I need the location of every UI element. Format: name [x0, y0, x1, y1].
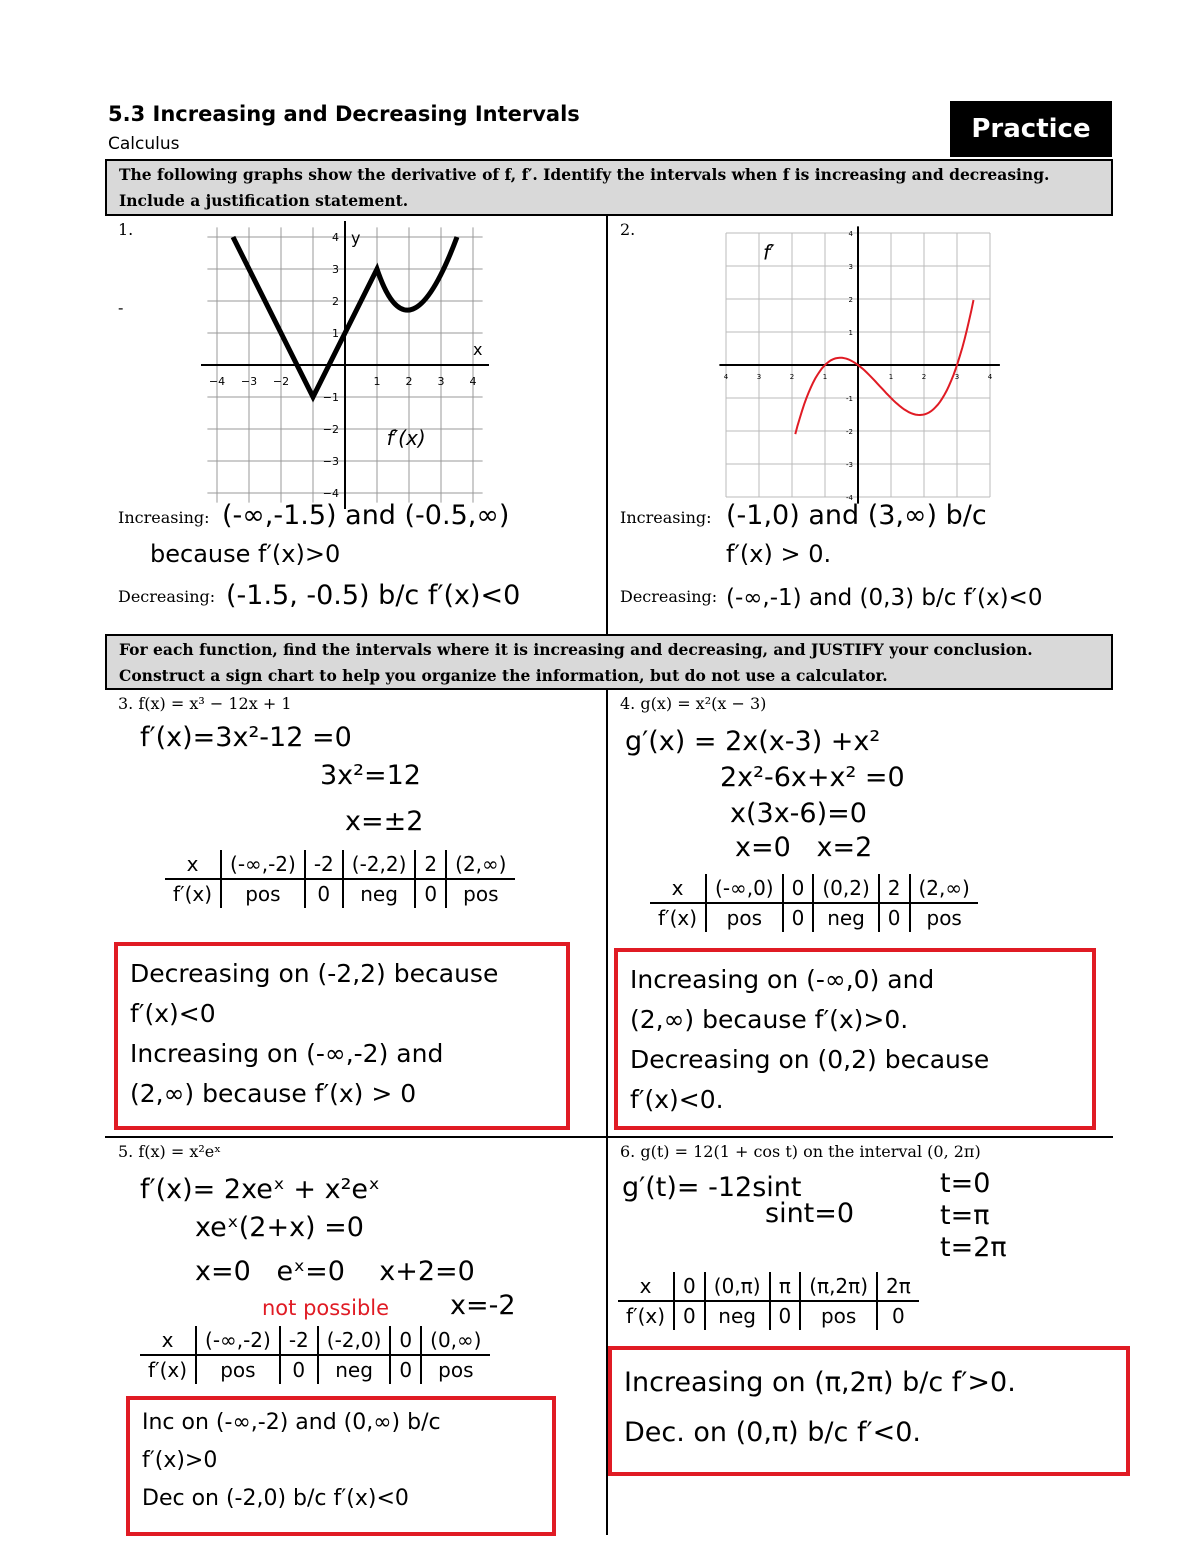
problem5-sign-chart [140, 1326, 490, 1384]
x-tick-label: −4 [208, 375, 226, 388]
y-tick-label: 2 [332, 295, 339, 308]
x-tick-label: 1 [373, 375, 381, 388]
answer-line: Dec. on (0,π) b/c f′<0. [624, 1417, 921, 1448]
problem5-work-1: f′(x)= 2xeˣ + x²eˣ [140, 1174, 380, 1205]
graph1-increasing-reason: because f′(x)>0 [150, 540, 341, 568]
problem6-answer-box [608, 1346, 1130, 1476]
column-divider [606, 216, 608, 634]
chart-cell: pos [800, 1301, 877, 1330]
y-tick-label: -1 [846, 395, 853, 403]
chart-cell: (2,∞) [910, 874, 978, 903]
chart-cell: pos [421, 1355, 489, 1384]
chart-cell: pos [221, 879, 305, 908]
answer-line: (2,∞) because f′(x)>0. [630, 1005, 909, 1034]
problem5-label: 5. f(x) = x²eˣ [118, 1142, 222, 1161]
chart-cell: f′(x) [658, 906, 698, 930]
chart-cell: pos [910, 903, 978, 932]
y-tick-label: 2 [848, 296, 853, 304]
y-tick-label: -4 [846, 494, 853, 502]
answer-line: Decreasing on (-2,2) because [130, 959, 499, 988]
problem6-work-2: sint=0 [765, 1198, 855, 1229]
problem6-work-1: g′(t)= -12sint [622, 1172, 802, 1203]
y-tick-label: 1 [332, 327, 339, 340]
chart-cell: 0 [783, 903, 814, 932]
chart-cell: 0 [783, 874, 814, 903]
problem4-sign-chart [650, 874, 978, 932]
chart-cell: 2 [879, 874, 910, 903]
graph2-decreasing-label: Decreasing: [620, 587, 718, 606]
x-tick-label: 4 [987, 373, 993, 381]
graph1-decreasing-answer: (-1.5, -0.5) b/c f′(x)<0 [226, 580, 521, 611]
answer-line: f′(x)<0 [130, 999, 216, 1028]
y-tick-label: −4 [322, 487, 339, 500]
problem3-label: 3. f(x) = x³ − 12x + 1 [118, 694, 292, 713]
chart-cell: neg [813, 903, 878, 932]
answer-line: (2,∞) because f′(x) > 0 [130, 1079, 417, 1108]
chart-cell: (0,π) [705, 1272, 770, 1301]
problem6-label: 6. g(t) = 12(1 + cos t) on the interval (0, 2π) [620, 1142, 981, 1161]
chart-cell: 0 [390, 1355, 421, 1384]
curve-label: f′(x) [386, 426, 426, 450]
chart-cell: (π,2π) [800, 1272, 877, 1301]
graph1-increasing-label: Increasing: [118, 508, 210, 527]
instructions-part2: For each function, find the intervals where it is increasing and decreasing, and JUSTIFY your conclusion. Construct a sign chart to help you organize the information, but do not use a calculator. [105, 634, 1113, 690]
x-tick-label: 1 [822, 373, 828, 381]
problem3-work-1: f′(x)=3x²-12 =0 [140, 722, 352, 753]
x-tick-label: 3 [756, 373, 762, 381]
graph2-increasing-reason: f′(x) > 0. [726, 540, 832, 568]
chart-cell: π [770, 1272, 801, 1301]
graph1-decreasing-label: Decreasing: [118, 587, 216, 606]
chart-cell: (-∞,-2) [221, 850, 305, 879]
graph1-increasing-answer: (-∞,-1.5) and (-0.5,∞) [222, 500, 510, 531]
y-tick-label: -2 [846, 428, 853, 436]
answer-line: f′(x)>0 [142, 1448, 218, 1473]
graph2-increasing-answer: (-1,0) and (3,∞) b/c [726, 500, 987, 531]
y-tick-label: 3 [332, 263, 339, 276]
chart-cell: 0 [877, 1301, 919, 1330]
x-tick-label: 4 [723, 373, 729, 381]
x-tick-label: 1 [888, 373, 894, 381]
chart-cell: pos [446, 879, 514, 908]
chart-cell: (-2,2) [343, 850, 416, 879]
problem4-work-4: x=0 x=2 [735, 832, 873, 863]
y-tick-label: 3 [848, 263, 853, 271]
chart-cell: f′(x) [173, 882, 213, 906]
chart-cell: x [650, 874, 706, 903]
problem4-work-3: x(3x-6)=0 [730, 798, 867, 829]
problem3-work-2: 3x²=12 [320, 760, 421, 791]
f-prime-curve [795, 300, 973, 434]
chart-cell: f′(x) [148, 1358, 188, 1382]
answer-line: f′(x)<0. [630, 1085, 724, 1114]
y-tick-label: −2 [322, 423, 339, 436]
chart-cell: -2 [280, 1326, 318, 1355]
chart-cell: (-∞,0) [706, 874, 783, 903]
y-tick-label: 4 [332, 231, 339, 244]
chart-cell: 0 [674, 1272, 705, 1301]
answer-line: Inc on (-∞,-2) and (0,∞) b/c [142, 1410, 441, 1435]
answer-line: Dec on (-2,0) b/c f′(x)<0 [142, 1486, 409, 1511]
x-tick-label: 4 [469, 375, 477, 388]
answer-line: Increasing on (π,2π) b/c f′>0. [624, 1367, 1016, 1398]
problem6-root-1: t=0 [940, 1168, 991, 1199]
graph2-increasing-label: Increasing: [620, 508, 712, 527]
problem3-sign-chart [165, 850, 515, 908]
x-tick-label: 2 [789, 373, 795, 381]
chart-cell: f′(x) [626, 1304, 666, 1328]
y-tick-label: -3 [846, 461, 853, 469]
chart-cell: (2,∞) [446, 850, 514, 879]
chart-cell: x [165, 850, 221, 879]
chart-cell: 0 [770, 1301, 801, 1330]
x-tick-label: 3 [954, 373, 960, 381]
problem4-work-1: g′(x) = 2x(x-3) +x² [625, 726, 881, 757]
chart-cell: 0 [415, 879, 446, 908]
x-tick-label: 2 [405, 375, 413, 388]
x-tick-label: −2 [272, 375, 290, 388]
chart-cell: 0 [305, 879, 343, 908]
chart-cell: 0 [280, 1355, 318, 1384]
chart-cell: pos [196, 1355, 280, 1384]
problem3-answer-box [114, 942, 570, 1130]
graph2-number: 2. [620, 220, 636, 239]
chart-cell: 0 [674, 1301, 705, 1330]
row-divider [105, 1136, 1113, 1138]
y-tick-label: 4 [848, 230, 853, 238]
chart-cell: (0,2) [813, 874, 878, 903]
problem6-root-3: t=2π [940, 1232, 1007, 1263]
chart-cell: neg [705, 1301, 770, 1330]
course-name: Calculus [108, 134, 180, 154]
y-tick-label: −1 [322, 391, 339, 404]
x-axis-label: x [473, 340, 483, 359]
chart-cell: x [618, 1272, 674, 1301]
chart-cell: 0 [390, 1326, 421, 1355]
y-tick-label: 1 [848, 329, 853, 337]
chart-cell: (0,∞) [421, 1326, 489, 1355]
chart-cell: 0 [879, 903, 910, 932]
chart-cell: neg [343, 879, 416, 908]
curve-label: f′ [763, 240, 775, 265]
chart-cell: 2 [415, 850, 446, 879]
chart-cell: x [140, 1326, 196, 1355]
answer-line: Increasing on (-∞,-2) and [130, 1039, 444, 1068]
problem4-work-2: 2x²-6x+x² =0 [720, 762, 905, 793]
x-tick-label: −3 [240, 375, 258, 388]
x-tick-label: 2 [921, 373, 927, 381]
problem6-root-2: t=π [940, 1200, 990, 1231]
graph1-number: 1. [118, 220, 134, 239]
y-tick-label: −3 [322, 455, 339, 468]
problem4-label: 4. g(x) = x²(x − 3) [620, 694, 767, 713]
x-tick-label: 3 [437, 375, 445, 388]
problem5-work-3: x=0 eˣ=0 x+2=0 [195, 1256, 475, 1287]
chart-cell: pos [706, 903, 783, 932]
problem5-answer-box [126, 1396, 556, 1536]
instructions-part1: The following graphs show the derivative of f, f′. Identify the intervals when f is increasing and decreasing. Include a justification statement. [105, 159, 1113, 216]
problem6-sign-chart [618, 1272, 919, 1330]
answer-line: Increasing on (-∞,0) and [630, 965, 935, 994]
chart-cell: neg [318, 1355, 391, 1384]
dash-mark: - [118, 298, 124, 317]
problem4-answer-box [614, 948, 1096, 1130]
problem5-work-2: xeˣ(2+x) =0 [195, 1212, 364, 1243]
chart-cell: (-∞,-2) [196, 1326, 280, 1355]
chart-cell: (-2,0) [318, 1326, 391, 1355]
page-title: 5.3 Increasing and Decreasing Intervals [108, 102, 580, 126]
practice-badge: Practice [950, 101, 1112, 157]
y-axis-label: y [351, 228, 361, 248]
graph2-chart [705, 222, 1015, 504]
problem5-note: not possible [262, 1296, 390, 1320]
problem5-work-4: x=-2 [450, 1290, 516, 1321]
graph2-decreasing-answer: (-∞,-1) and (0,3) b/c f′(x)<0 [726, 585, 1043, 611]
graph1-chart [190, 222, 500, 500]
chart-cell: -2 [305, 850, 343, 879]
answer-line: Decreasing on (0,2) because [630, 1045, 990, 1074]
chart-cell: 2π [877, 1272, 919, 1301]
problem3-work-3: x=±2 [345, 806, 424, 837]
